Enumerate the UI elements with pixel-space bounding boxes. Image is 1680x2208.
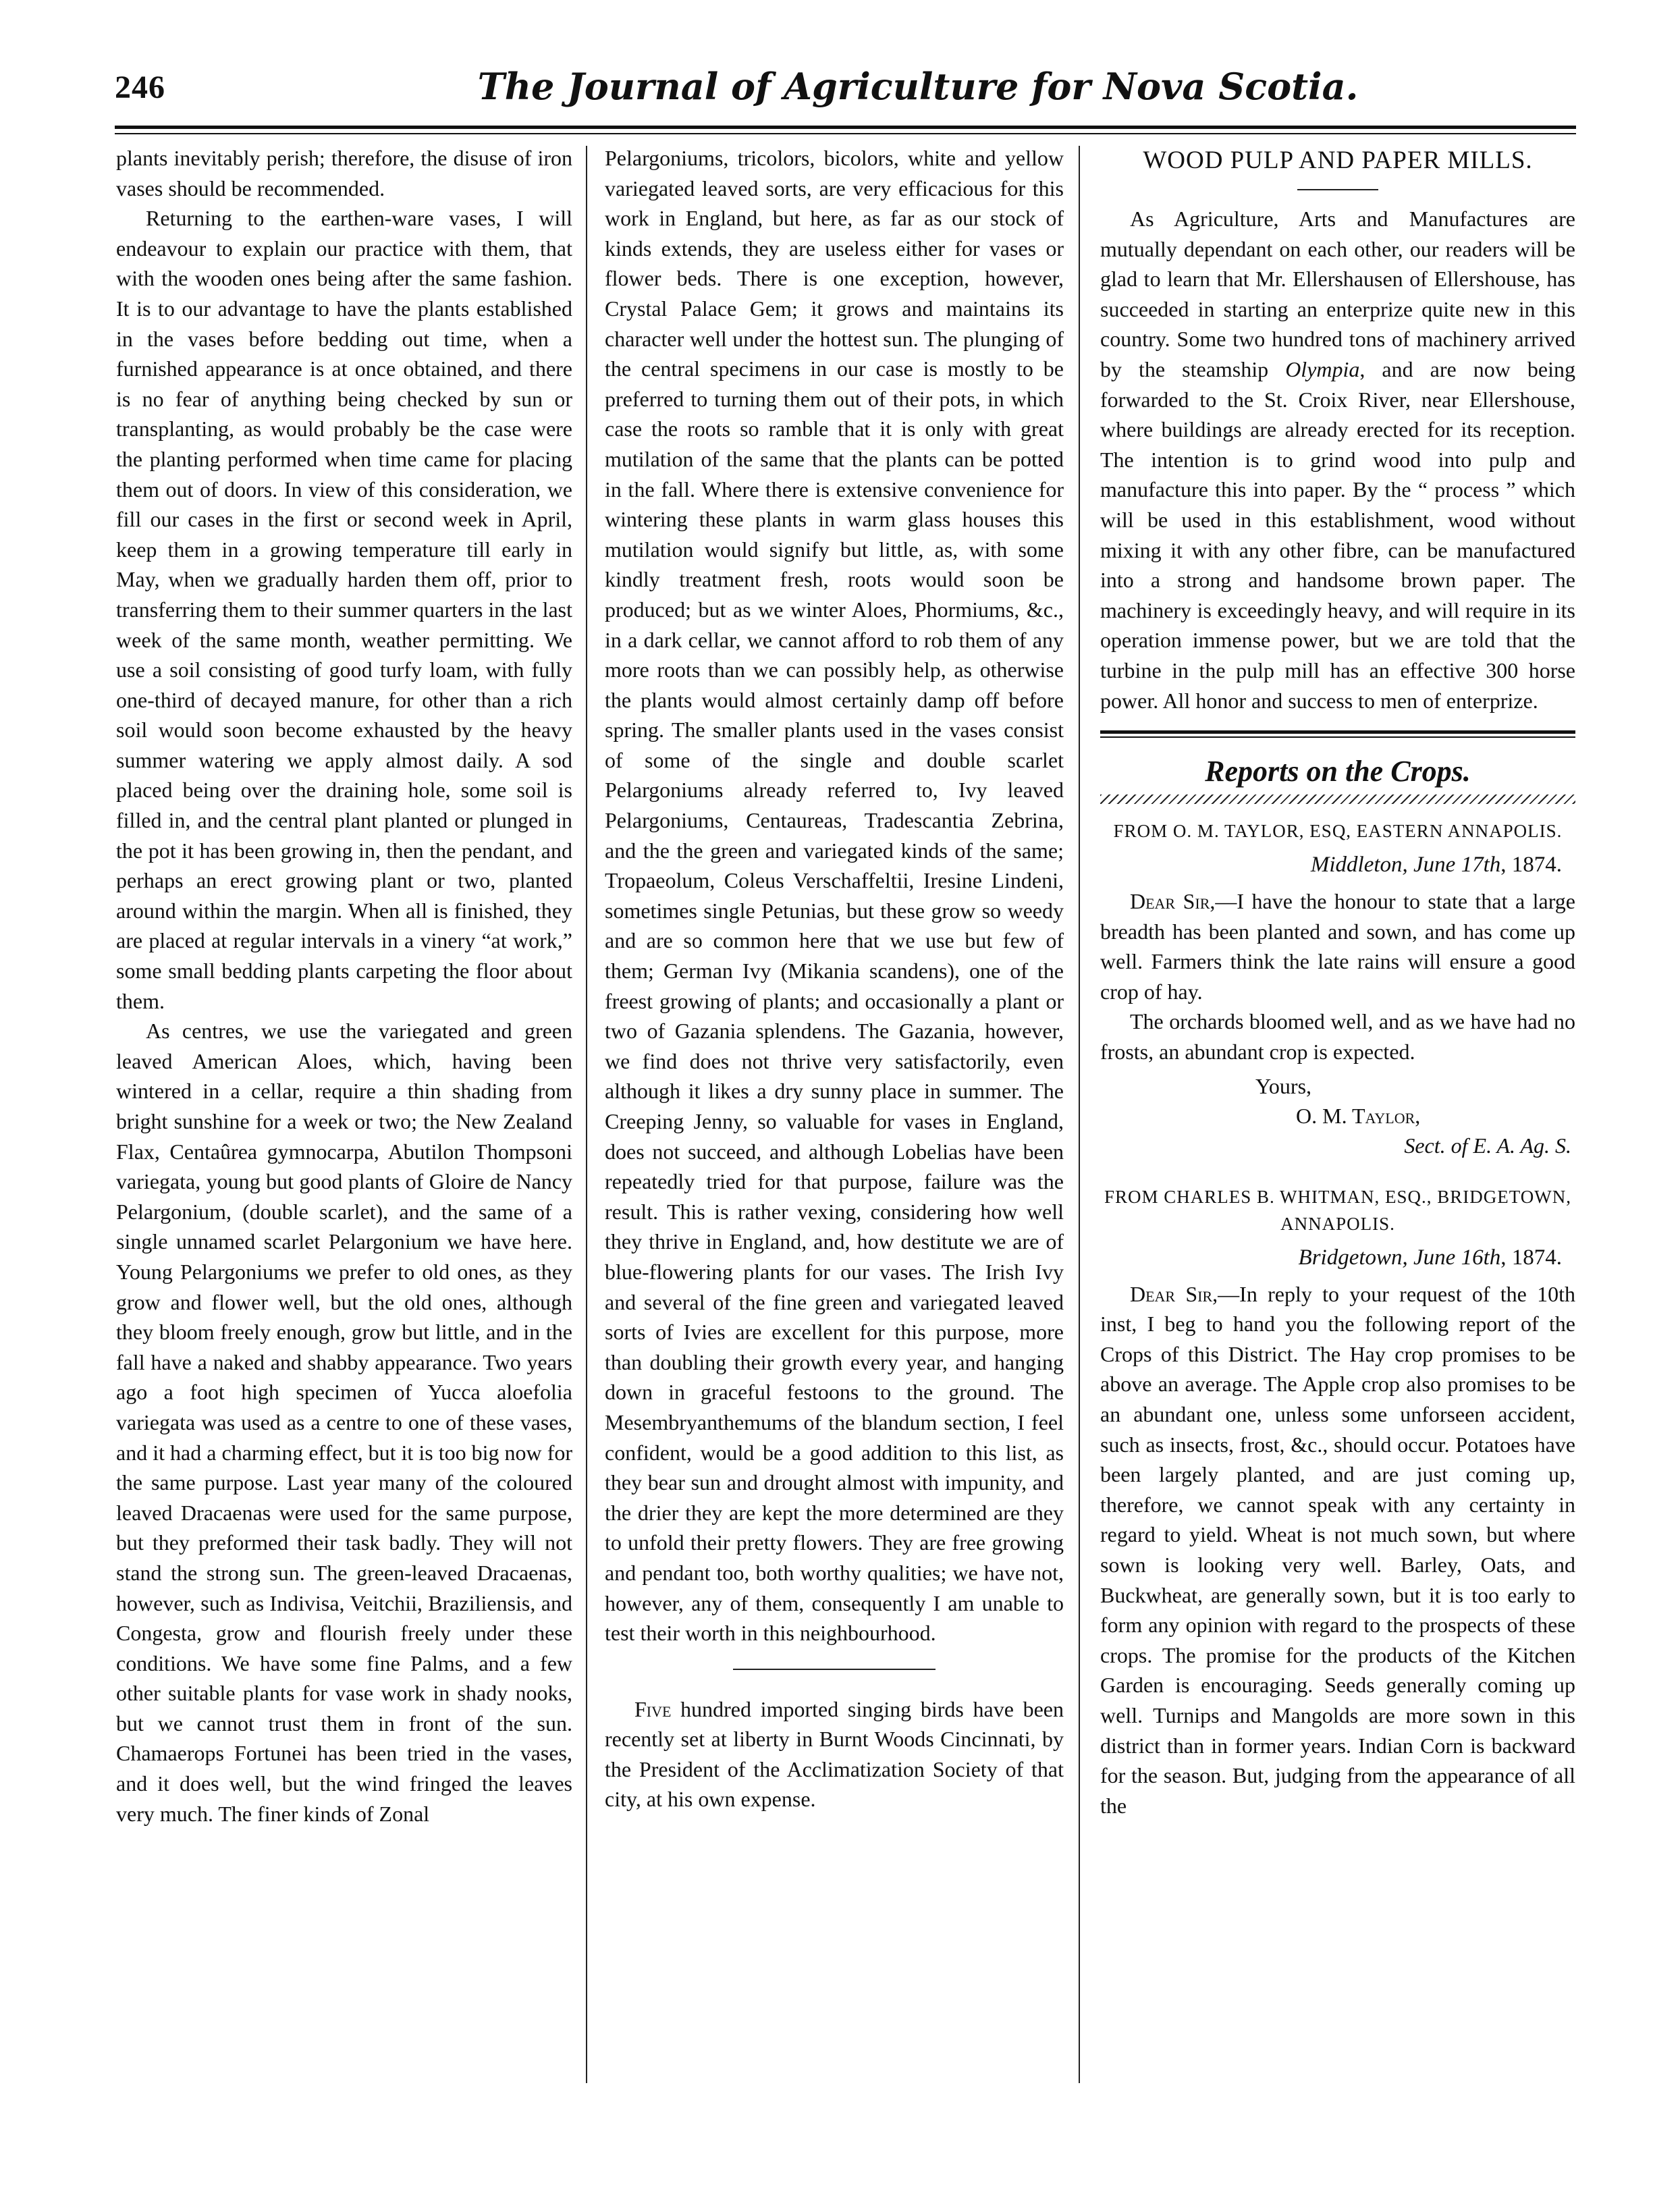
header-rule-thick [115,126,1576,129]
column-divider-left [586,146,587,2083]
letter1-salutation: Dear Sir, [1130,889,1216,914]
letter2-salutation: Dear Sir, [1130,1281,1218,1306]
wood-pulp-title: WOOD PULP AND PAPER MILLS. [1143,146,1533,174]
letter2-body: —In reply to your request of the 10th inst, I beg to hand you the following report of the Crops of this District. The Hay crop promises to be above an average. The Apple crop also promises to be an abundant one, unless some unforseen accident, such as insects, frost, &c., should occur. Potatoes have been largely planted, and are just coming up, therefore, we cannot speak with any certainty in regard to yield. Wheat is not much sown, but where sown is looking very well. Barley, Oats, and Buckwheat, are generally sown, but it is too early to form any opinion with regard to the prospects of these crops. The promise for the products of the Kitchen Garden is encouraging. Seeds generally coming up well. Turnips and Mangolds are more sown in this district than in former years. Indian Corn is backward for the season. But, judging from the appearance of all the [1100,1281,1575,1818]
ship-name: Olympia [1285,356,1360,381]
wood-pulp-paragraph [1100,204,1575,716]
col1-paragraph-3: As centres, we use the variegated and green leaved American Aloes, which, having been wintered in a cellar, require a thin shading from bright sunshine for a week or two; the New Zealand Flax, Centaûrea gymnocarpa, Abutilon Thompsoni variegata, young but good plants of Gloire de Nancy Pelargonium, (double scarlet), and the same of a single unnamed scarlet Pelargonium we have here. Young Pelargoniums we prefer to old ones, as they grow and flower well, but the old ones, although they bloom freely enough, grow but little, and in the fall have a naked and shabby appearance. Two years ago a foot high specimen of Yucca aloefolia variegata was used as a centre to one of these vases, and it had a charming effect, but it is too big now for the same purpose. Last year many of the coloured leaved Dracaenas were used for the same purpose, but they preformed their task badly. They will not stand the strong sun. The green-leaved Dracaenas, however, such as Indivisa, Veitchii, Braziliensis, and Congesta, grow and flourish freely under these conditions. We have some fine Palms, and a few other suitable plants for vase work in shady nooks, but we cannot trust them in front of the sun. Chamaerops Fortunei has been tried in the vases, and it does well, but the wind fringed the leaves very much. The finer kinds of Zonal [116,1019,572,1826]
reports-rule-thick [1100,730,1575,734]
page-number: 246 [115,70,165,105]
letter2-date-place: Bridgetown, June 16th [1298,1245,1501,1270]
wood-pulp-text-2: , and are now being forwarded to the St. Croix River, near Ellershouse, where buildings are already erected for its reception. The intention is to grind wood into pulp and manufacture this into paper. By the “ process ” which will be used in this establishment, wood without mixing it with any other fibre, can be manufactured into a strong and handsome brown paper. The machinery is exceedingly heavy, and will require in its operation immense power, but we are told that the turbine in the pulp mill has an effective 300 horse power. All honor and success to men of enterprize. [1100,356,1575,713]
reports-title: Reports on the Crops. [1205,755,1471,788]
letter2-dateline [1100,1240,1575,1275]
col2-note-lead: Five [634,1696,672,1721]
letter1-body-1: —I have the honour to state that a large breadth has been planted and sown, and has come up well. Farmers think the late rains will ensure a good crop of hay. [1100,889,1575,1004]
letter1-signature-block [1100,1071,1575,1160]
header-rule-thin [115,133,1576,134]
letter2-heading: FROM CHARLES B. WHITMAN, ESQ., BRIDGETOWN, ANNAPOLIS. [1104,1186,1572,1234]
column-left [116,143,572,2141]
reports-rule-thin [1100,736,1575,738]
column-divider-right [1079,146,1080,2083]
col2-paragraph-1: Pelargoniums, tricolors, bicolors, white and yellow variegated leaved sorts, are very efficacious for this work in England, but here, as far as our stock of kinds extends, they are useless either for vases or flower beds. There is one exception, however, Crystal Palace Gem; it grows and maintains its character well under the hottest sun. The plunging of the central specimens in our case is mostly to be preferred to turning them out of their pots, in which case the roots so ramble that it is only with great mutilation of the same that the plants can be potted in the fall. Where there is extensive convenience for wintering these plants in warm glass houses this mutilation would signify but little, as, with some kindly treatment fresh, roots would soon be produced; but as we winter Aloes, Phormiums, &c., in a dark cellar, we cannot afford to rob them of any more roots than we can possibly help, as otherwise the plants would almost certainly damp off before spring. The smaller plants used in the vases consist of some of the single and double scarlet Pelargoniums already referred to, Ivy leaved Pelargoniums, Centaureas, Tradescantia Zebrina, and the the green and variegated kinds of the same; Tropaeolum, Coleus Verschaffeltii, Iresine Lindeni, sometimes single Petunias, but these grow so weedy and are so common here that we use but few of them; German Ivy (Mikania scandens), one of the freest growing of plants; and occasionally a plant or two of Gazania splendens. The Gazania, however, we find does not thrive very satisfactorily, even although it likes a dry sunny place in summer. The Creeping Jenny, so valuable for vases in England, does not succeed, and although Lobelias have been repeatedly tried for that purpose, failure was the result. This is rather vexing, considering how well they thrive in England, and, how destitute we are of blue-flowering plants for our vases. The Irish Ivy and several of the fine green and variegated leaved sorts of Ivies are excellent for this purpose, more than doubling their growth every year, and hanging down in graceful festoons to the ground. The Mesembryanthemums of the blandum section, I feel confident, would be a good addition to this list, as they bear sun and drought almost with impunity, and the drier they are kept the more determined are they to unfold their pretty flowers. They are free growing and pendant too, both worthy qualities; we have not, however, any of them, consequently I am unable to test their worth in this neighbourhood. [605,146,1064,1646]
letter1-heading: FROM O. M. TAYLOR, ESQ, EASTERN ANNAPOLIS. [1113,821,1563,842]
col1-paragraph-2: Returning to the earthen-ware vases, I will endeavour to explain our practice with them, that with the wooden ones being after the same fashion. It is to our advantage to have the plants established in the vases before bedding out time, when a furnished appearance is at once obtained, and there is no fear of anything being checked by sun or transplanting, as would probably be the case were the planting performed when time came for placing them out of doors. In view of this consideration, we fill our cases in the first or second week in April, keep them in a growing temperature till early in May, when we gradually harden them off, prior to transferring them to their summer quarters in the last week of the same month, weather permitting. We use a soil consisting of good turfy loam, with fully one-third of decayed manure, for other than a rich soil would soon become exhausted by the heavy summer watering we apply almost daily. A sod placed being over the draining hole, some soil is filled in, and the central plant planted or plunged in the pot it has been growing in, then the pendant, and perhaps an erect growing plant or two, planted around within the margin. When all is finished, they are placed at regular intervals in a vinery “at work,” some small bedding plants carpeting the floor about them. [116,206,572,1013]
col2-note-paragraph [605,1694,1064,1814]
column-middle [605,143,1064,2141]
letter1-signer-title: Sect. of E. A. Ag. S. [1404,1133,1571,1158]
reports-ornament-rule [1100,795,1575,804]
letter1-dateline [1100,847,1575,882]
journal-title: The Journal of Agriculture for Nova Scotia. [477,65,1359,108]
letter1-date-year: , 1874. [1500,853,1562,878]
letter1-closing: Yours, [1255,1073,1312,1098]
col2-separator-rule [733,1669,936,1670]
col1-paragraph-1: plants inevitably perish; therefore, the disuse of iron vases should be recommended. [116,146,572,200]
page-header [115,65,1576,117]
letter2-date-year: , 1874. [1500,1245,1562,1270]
wood-pulp-title-rule [1297,189,1378,190]
column-right [1100,143,1575,2141]
col2-note-text: hundred imported singing birds have been recently set at liberty in Burnt Woods Cincinnati, by the President of the Acclimatization Society of that city, at his own expense. [605,1696,1064,1812]
letter1-signature: O. M. Taylor, [1296,1103,1421,1128]
letter1-date-place: Middleton, June 17th [1310,853,1501,878]
letter1-paragraph-1 [1100,886,1575,1006]
wood-pulp-text-1: As Agriculture, Arts and Manufactures are mutually dependant on each other, our readers will be glad to learn that Mr. Ellershausen of Ellershouse, has succeeded in starting an enterprize quite new in this country. Some two hundred tons of machinery arrived by the steamship [1100,207,1575,381]
letter1-paragraph-2: The orchards bloomed well, and as we have had no frosts, an abundant crop is expected. [1100,1009,1575,1065]
letter2-paragraph [1100,1279,1575,1821]
